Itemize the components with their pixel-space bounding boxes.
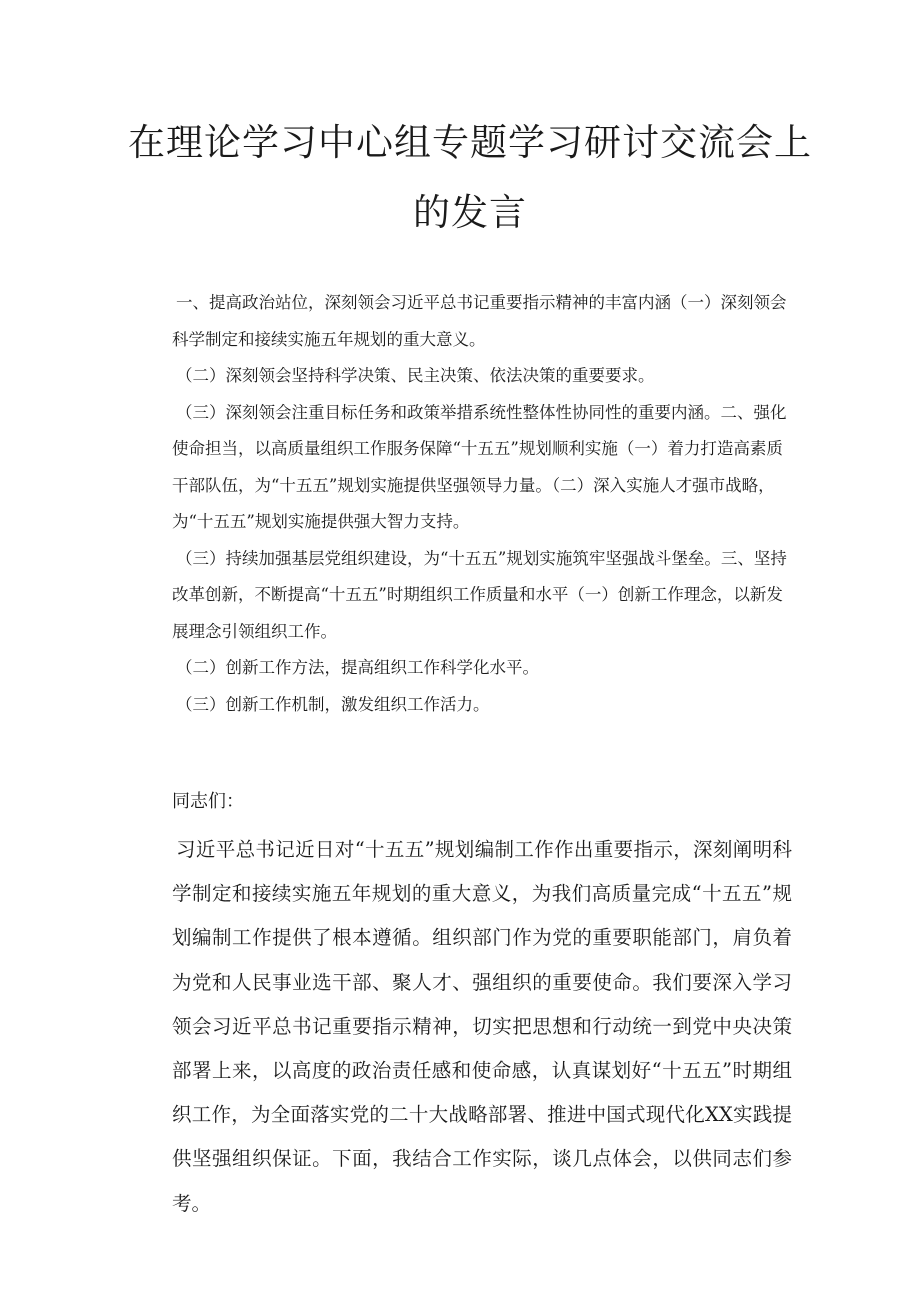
outline-paragraph: （二）深刻领会坚持科学决策、民主决策、依法决策的重要要求。 xyxy=(176,366,655,385)
document-title-line-1: 在理论学习中心组专题学习研讨交流会上 xyxy=(128,121,812,164)
body-paragraph: 习近平总书记近日对“十五五”规划编制工作作出重要指示，深刻阐明科学制定和接续实施五年规划的重大意义，为我们高质量完成“十五五”规划编制工作提供了根本遵循。组织部门作为党的重要职能部门，肩负着为党和人民事业选干部、聚人才、强组织的重要使命。我们要深入学习领会习近平总书记重要指示精神，切实把思想和行动统一到党中央决策部署上来，以高度的政治责任感和使命感，认真谋划好“十五五”时期组织工作，为全面落实党的二十大战略部署、推进中国式现代化XX实践提供坚强组织保证。下面，我结合工作实际，谈几点体会，以供同志们参考。 xyxy=(172,838,792,1215)
outline-paragraph: （三）深刻领会注重目标任务和政策举措系统性整体性协同性的重要内涵。二、强化使命担当，以高质量组织工作服务保障“十五五”规划顺利实施（一）着力打造高素质干部队伍，为“十五五”规划实施提供坚强领导力量。（二）深入实施人才强市战略，为“十五五”规划实施提供强大智力支持。 xyxy=(172,402,787,531)
outline-section xyxy=(172,285,794,723)
outline-paragraph: （二）创新工作方法，提高组织工作科学化水平。 xyxy=(176,658,539,677)
document-title-line-2: 的发言 xyxy=(413,191,527,234)
outline-paragraph: 一、提高政治站位，深刻领会习近平总书记重要指示精神的丰富内涵（一）深刻领会科学制定和接续实施五年规划的重大意义。 xyxy=(172,293,787,349)
outline-paragraph: （三）创新工作机制，激发组织工作活力。 xyxy=(176,694,490,714)
outline-paragraph: （三）持续加强基层党组织建设，为“十五五”规划实施筑牢坚强战斗堡垒。三、坚持改革创新，不断提高“十五五”时期组织工作质量和水平（一）创新工作理念，以新发展理念引领组织工作。 xyxy=(172,548,787,641)
salutation: 同志们： xyxy=(172,791,244,812)
